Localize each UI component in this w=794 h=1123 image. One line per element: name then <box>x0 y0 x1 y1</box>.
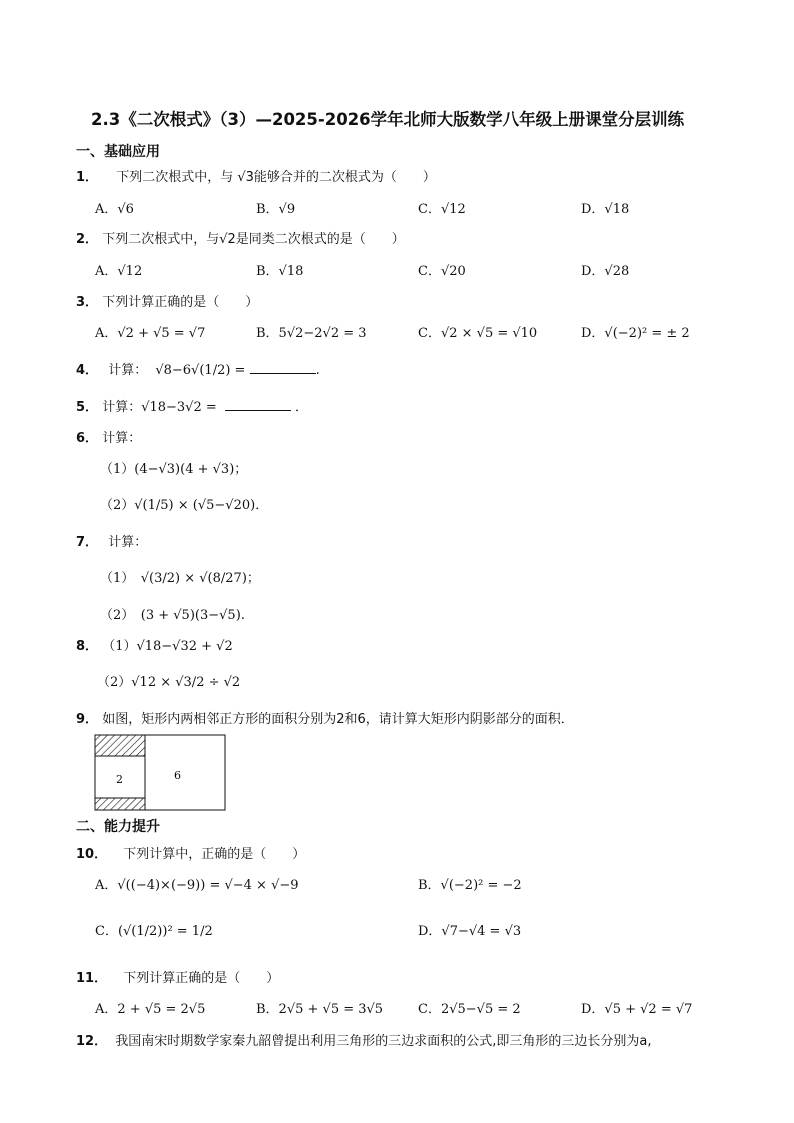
q1-option-d: D．√18 <box>581 202 630 217</box>
question-number: 10． <box>76 847 108 862</box>
question-8 <box>76 635 233 654</box>
large-square-label: 6 <box>174 769 181 782</box>
q2-option-d: D．√28 <box>581 264 630 279</box>
question-stem: 下列计算中，正确的是（ ） <box>123 847 306 862</box>
q11-option-c: C．2√5−√5 = 2 <box>418 1002 521 1017</box>
q9-figure <box>94 734 227 811</box>
q10-option-d: D．√7−√4 = √3 <box>418 924 522 939</box>
question-number: 4． <box>76 363 99 378</box>
shaded-region-bottom <box>95 798 145 810</box>
answer-blank[interactable] <box>225 398 291 411</box>
question-5 <box>76 396 308 415</box>
q1-option-a: A．√6 <box>95 202 134 217</box>
small-square-label: 2 <box>116 773 123 786</box>
question-number: 8． <box>76 639 99 654</box>
q10-option-a: A．√((−4)×(−9)) = √−4 × √−9 <box>95 878 299 893</box>
question-number: 12． <box>76 1034 108 1049</box>
page-title: 2.3《二次根式》（3）—2025-2026学年北师大版数学八年级上册课堂分层训练 <box>91 110 685 129</box>
question-stem: 下列二次根式中，与√2是同类二次根式的是（ ） <box>102 232 405 247</box>
q10-option-b: B．√(−2)² = −2 <box>418 878 522 893</box>
question-stem: 我国南宋时期数学家秦九韶曾提出利用三角形的三边求面积的公式,即三角形的三边长分别为a, <box>115 1034 652 1049</box>
section-1-heading: 一、基础应用 <box>76 144 160 160</box>
q6-part-1: （1）(4−√3)(4 + √3)； <box>100 462 248 477</box>
q3-option-c: C．√2 × √5 = √10 <box>418 326 538 341</box>
q1-option-c: C．√12 <box>418 202 466 217</box>
q3-option-a: A．√2 + √5 = √7 <box>95 326 206 341</box>
question-number: 1． <box>76 170 99 185</box>
question-9 <box>76 708 574 727</box>
question-stem: 如图，矩形内两相邻正方形的面积分别为2和6，请计算大矩形内阴影部分的面积． <box>102 712 574 727</box>
q7-part-2: （2） (3 + √5)(3−√5). <box>100 608 245 623</box>
question-10 <box>76 843 305 862</box>
question-7 <box>76 531 147 550</box>
question-6 <box>76 427 141 446</box>
question-stem: 下列二次根式中，与 √3能够合并的二次根式为（ ） <box>116 170 436 185</box>
q4-expression: √8−6√(1/2) = <box>155 363 246 378</box>
q10-option-c: C．(√(1/2))² = 1/2 <box>95 924 213 939</box>
answer-blank[interactable] <box>250 361 316 374</box>
question-number: 2． <box>76 232 99 247</box>
q11-option-b: B．2√5 + √5 = 3√5 <box>256 1002 384 1017</box>
q8-part-1: （1）√18−√32 + √2 <box>102 639 233 654</box>
question-number: 3． <box>76 295 99 310</box>
question-number: 9． <box>76 712 99 727</box>
q2-option-a: A．√12 <box>95 264 143 279</box>
q11-option-d: D．√5 + √2 = √7 <box>581 1002 693 1017</box>
section-2-heading: 二、能力提升 <box>76 819 160 835</box>
question-11 <box>76 967 279 986</box>
question-number: 7． <box>76 535 99 550</box>
q3-option-b: B．5√2−2√2 = 3 <box>256 326 367 341</box>
q11-option-a: A．2 + √5 = 2√5 <box>95 1002 206 1017</box>
question-stem: 下列计算正确的是（ ） <box>102 295 259 310</box>
question-1 <box>76 166 436 185</box>
q1-option-b: B．√9 <box>256 202 296 217</box>
shaded-region-top <box>95 735 145 756</box>
q2-option-c: C．√20 <box>418 264 466 279</box>
question-stem: 计算：√18−3√2 = <box>102 400 217 415</box>
q8-part-2: （2）√12 × √3/2 ÷ √2 <box>97 675 241 690</box>
q2-option-b: B．√18 <box>256 264 304 279</box>
question-stem: 计算： <box>102 431 142 446</box>
question-4: 4． 计算： √8−6√(1/2) = . <box>76 363 320 378</box>
q3-option-d: D．√(−2)² = ± 2 <box>581 326 690 341</box>
question-number: 11． <box>76 971 108 986</box>
question-stem: 计算： <box>108 535 148 550</box>
q6-part-2: （2）√(1/5) × (√5−√20)． <box>100 498 269 513</box>
q7-part-1: （1） √(3/2) × √(8/27)； <box>100 571 260 586</box>
question-tail: ． <box>295 400 309 415</box>
question-stem: 计算： <box>108 363 148 378</box>
question-3 <box>76 291 258 310</box>
question-2 <box>76 228 405 247</box>
question-number: 5． <box>76 400 99 415</box>
question-12 <box>76 1030 651 1049</box>
question-stem: 下列计算正确的是（ ） <box>123 971 280 986</box>
question-number: 6． <box>76 431 99 446</box>
